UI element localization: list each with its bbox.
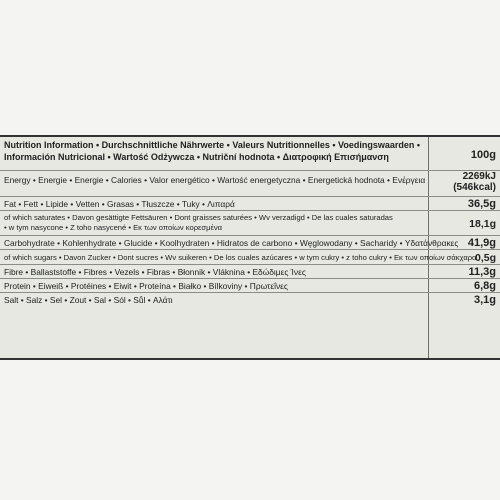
carbohydrate-value: 41,9g <box>467 237 496 249</box>
salt-value: 3,1g <box>473 294 496 306</box>
saturates-value: 18,1g <box>469 218 496 230</box>
saturates-label-line2: • w tym nasycone • Z toho nasycené • Εκ των οποίων κορεσμένα <box>4 223 223 232</box>
fibre-label: Fibre • Ballaststoffe • Fibres • Vezels • Fibras • Błonnik • Vláknina • Εδώδιμες Ίνες <box>4 267 306 277</box>
salt-label: Salt • Salz • Sel • Zout • Sal • Sól • Sůl • Αλάτι <box>4 295 173 305</box>
carbohydrate-label: Carbohydrate • Kohlenhydrate • Glucide • Koolhydraten • Hidratos de carbono • Węglowodany • Sacharidy • Υδατάνθρακες <box>4 238 459 248</box>
table-row-saturates <box>0 211 500 236</box>
table-title-line2: Información Nutricional • Wartość Odżywcza • Nutriční hodnota • Διατροφική Επισήμανση <box>4 151 389 162</box>
table-row-carbohydrate <box>0 236 500 250</box>
per-100g-label: 100g <box>470 149 496 161</box>
sugars-value: 0,5g <box>474 252 496 264</box>
table-row-fibre <box>0 265 500 279</box>
table-row-energy <box>0 171 500 197</box>
protein-value: 6,8g <box>473 280 496 292</box>
nutrition-table <box>0 135 500 360</box>
table-title <box>4 140 418 163</box>
sugars-label: of which sugars • Davon Zucker • Dont sucres • Wv suikeren • De los cuales azúcares • w tym cukry • z toho cukry • Εκ των οποίων σάκχαρα <box>4 253 477 262</box>
table-row-salt <box>0 293 500 308</box>
energy-kj: 2269kJ <box>462 171 496 182</box>
energy-kcal: (546kcal) <box>453 181 496 193</box>
energy-label: Energy • Energie • Energie • Calories • Valor energético • Wartość energetyczna • Energetická hodnota • Ενέργεια <box>4 175 426 185</box>
table-title-line1: Nutrition Information • Durchschnittliche Nährwerte • Valeurs Nutritionnelles • Voedingswaarden • <box>4 140 420 150</box>
fibre-value: 11,3g <box>468 266 496 278</box>
saturates-label-line1: of which saturates • Davon gesättigte Fettsäuren • Dont graisses saturées • Wv verzadigd • De las cuales saturadas <box>4 213 393 222</box>
fat-label: Fat • Fett • Lipide • Vetten • Grasas • Tłuszcze • Tuky • Λιπαρά <box>4 199 235 209</box>
table-header-row <box>0 137 500 171</box>
table-row-fat <box>0 197 500 211</box>
table-row-protein <box>0 279 500 293</box>
fat-value: 36,5g <box>467 198 496 210</box>
saturates-label <box>4 213 418 233</box>
energy-value <box>453 172 496 193</box>
table-row-sugars <box>0 250 500 265</box>
protein-label: Protein • Eiweiß • Protéines • Eiwit • Proteína • Białko • Bílkoviny • Πρωτεΐνες <box>4 281 288 291</box>
